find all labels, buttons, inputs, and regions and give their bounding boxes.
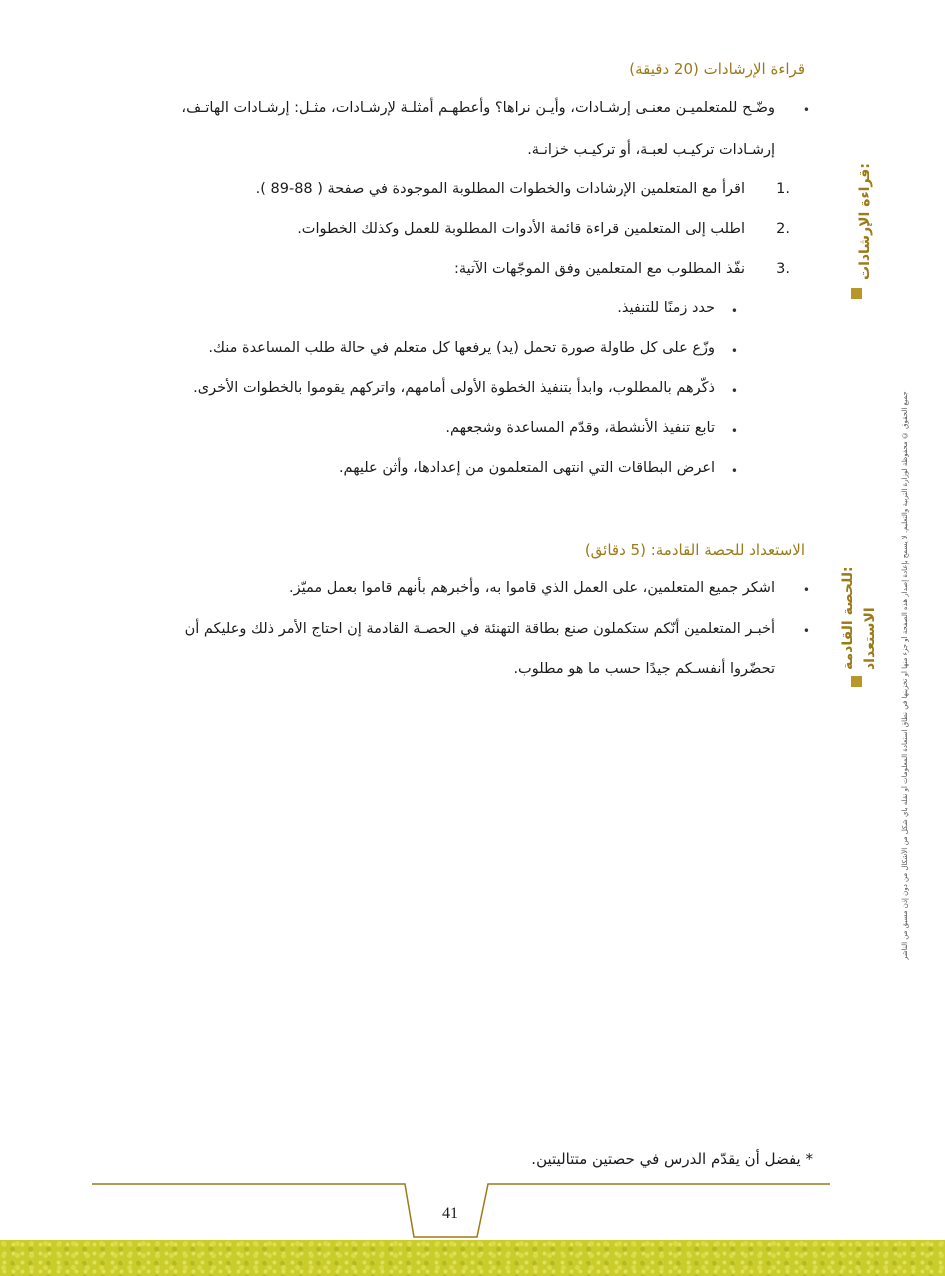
prep-bullet-2-line-2: تحضّروا أنفسـكم جيدًا حسب ما هو مطلوب. [513, 661, 775, 677]
sub-bullet-item: اعرض البطاقات التي انتهى المتعلمون من إعدادها، وأثن عليهم. [338, 460, 715, 476]
decorative-band [0, 1240, 945, 1276]
side-marker [851, 676, 862, 687]
sub-bullet-item: وزّع على كل طاولة صورة تحمل (يد) يرفعها كل متعلم في حالة طلب المساعدة منك. [208, 340, 715, 356]
footer-frame [0, 1175, 945, 1245]
side-label-reading: قراءة الإرشادات: [857, 163, 873, 280]
side-marker [851, 288, 862, 299]
sub-bullet-item: تابع تنفيذ الأنشطة، وقدّم المساعدة وشجعهم. [445, 420, 715, 436]
footnote: * يفضل أن يقدّم الدرس في حصتين متتاليتين. [531, 1150, 813, 1168]
bullet-dot: • [730, 424, 738, 438]
section-heading-prep: الاستعداد للحصة القادمة: (5 دقائق) [584, 541, 805, 559]
step-number: 1. [776, 181, 790, 197]
page-number: 41 [442, 1205, 458, 1222]
bullet-dot: • [730, 344, 738, 358]
sub-bullet-item: ذكّرهم بالمطلوب، وابدأ بتنفيذ الخطوة الأولى أمامهم، واتركهم يقوموا بالخطوات الأخرى. [193, 380, 715, 396]
step-text: اقرأ مع المتعلمين الإرشادات والخطوات المطلوبة الموجودة في صفحة ( 88-89 ). [255, 181, 745, 197]
side-label-prep-1: الاستعداد [862, 607, 878, 670]
bullet-dot: • [802, 583, 810, 597]
prep-bullet-1: اشكر جميع المتعلمين، على العمل الذي قاموا به، وأخبرهم بأنهم قاموا بعمل مميّز. [289, 580, 775, 596]
section-heading-reading: قراءة الإرشادات (20 دقيقة) [629, 60, 805, 78]
step-text: اطلب إلى المتعلمين قراءة قائمة الأدوات المطلوبة للعمل وكذلك الخطوات. [297, 221, 745, 237]
bullet-dot: • [802, 103, 810, 117]
step-number: 2. [776, 221, 790, 237]
bullet-dot: • [730, 304, 738, 318]
intro-line-1: وضّـح للمتعلميـن معنـى إرشـادات، وأيـن نراها؟ وأعطهـم أمثلـة لإرشـادات، مثـل: إرشـادات الهاتـف، [181, 100, 775, 116]
step-number: 3. [776, 261, 790, 277]
side-label-prep-2: للحصة القادمة: [840, 566, 856, 670]
copyright-notice: جميع الحقوق © محفوظة لوزارة التربية والتعليم. لا يسمح بإعادة إصدار هذه الصفحة أو جزء منها أو تخزينها في نطاق استعادة المعلومات أو نقله بأي شكل من الأشكال من دون إذن مسبق من الناشر [901, 391, 909, 960]
bullet-dot: • [730, 464, 738, 478]
prep-bullet-2-line-1: أخبـر المتعلمين أنّكم ستكملون صنع بطاقة التهنئة في الحصـة القادمة إن احتاج الأمر ذلك وعليكم أن [184, 621, 775, 637]
sub-bullet-item: حدد زمنًا للتنفيذ. [617, 300, 715, 316]
bullet-dot: • [802, 624, 810, 638]
intro-line-2: إرشـادات تركيـب لعبـة، أو تركيـب خزانـة. [527, 142, 775, 158]
step-text: نفّذ المطلوب مع المتعلمين وفق الموجّهات الآتية: [453, 261, 745, 277]
bullet-dot: • [730, 384, 738, 398]
